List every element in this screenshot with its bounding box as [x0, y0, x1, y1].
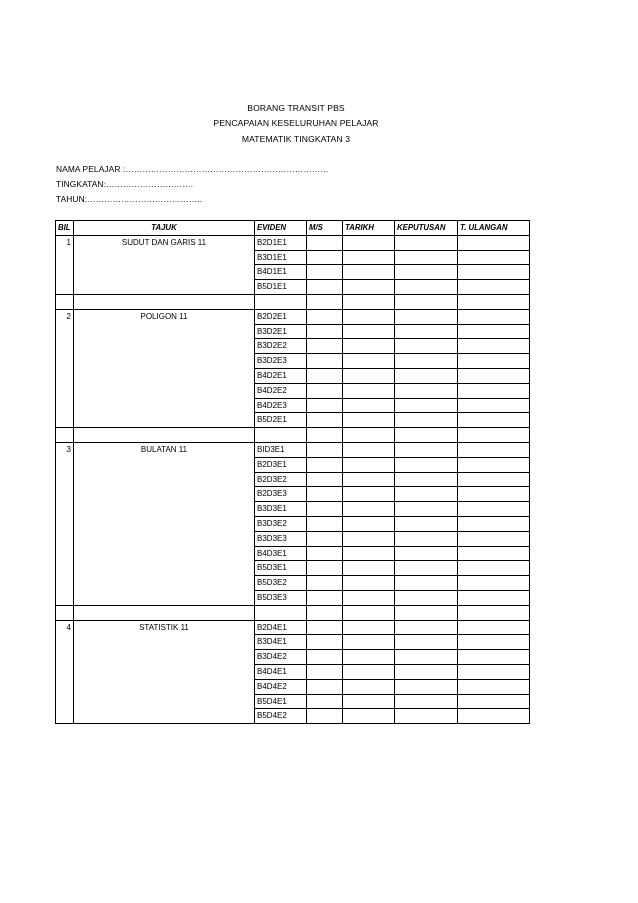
tarikh-cell[interactable] — [343, 250, 395, 265]
tarikh-cell[interactable] — [343, 620, 395, 635]
tarikh-cell[interactable] — [343, 235, 395, 250]
keputusan-cell[interactable] — [395, 531, 458, 546]
t-ulangan-cell[interactable] — [458, 709, 530, 724]
ms-cell[interactable] — [307, 546, 343, 561]
empty-cell — [307, 605, 343, 620]
ms-cell[interactable] — [307, 709, 343, 724]
bil-cell: 3 — [56, 442, 74, 605]
eviden-cell: B2D1E1 — [255, 235, 307, 250]
empty-cell — [255, 428, 307, 443]
ms-cell[interactable] — [307, 235, 343, 250]
t-ulangan-header: T. ULANGAN — [458, 221, 530, 236]
empty-cell — [74, 428, 255, 443]
nama-pelajar-field[interactable]: NAMA PELAJAR :……………………………………………………………… — [56, 164, 329, 174]
keputusan-cell[interactable] — [395, 309, 458, 324]
eviden-cell: B2D4E1 — [255, 620, 307, 635]
tarikh-cell[interactable] — [343, 546, 395, 561]
table-row — [56, 442, 530, 457]
tingkatan-field[interactable]: TINGKATAN:…………………………. — [56, 179, 194, 190]
tarikh-cell[interactable] — [343, 442, 395, 457]
ms-cell[interactable] — [307, 650, 343, 665]
form-heading — [0, 101, 592, 147]
tarikh-cell[interactable] — [343, 502, 395, 517]
table-body — [56, 235, 530, 723]
tajuk-header: TAJUK — [74, 221, 255, 236]
eviden-cell: BID3E1 — [255, 442, 307, 457]
empty-cell — [343, 428, 395, 443]
empty-cell — [307, 428, 343, 443]
ms-cell[interactable] — [307, 635, 343, 650]
empty-cell — [395, 428, 458, 443]
tarikh-cell[interactable] — [343, 324, 395, 339]
eviden-cell: B3D2E3 — [255, 354, 307, 369]
tahun-field[interactable]: TAHUN:………………………………….. — [56, 194, 203, 205]
eviden-cell: B5D1E1 — [255, 280, 307, 295]
empty-cell — [458, 294, 530, 309]
t-ulangan-cell[interactable] — [458, 472, 530, 487]
ms-cell[interactable] — [307, 664, 343, 679]
tarikh-cell[interactable] — [343, 516, 395, 531]
t-ulangan-cell[interactable] — [458, 309, 530, 324]
ms-cell[interactable] — [307, 516, 343, 531]
empty-cell — [74, 294, 255, 309]
tajuk-cell: STATISTIK 11 — [74, 620, 255, 724]
student-fields — [56, 162, 329, 208]
keputusan-cell[interactable] — [395, 398, 458, 413]
tarikh-cell[interactable] — [343, 590, 395, 605]
eviden-cell: B5D4E1 — [255, 694, 307, 709]
ms-cell[interactable] — [307, 309, 343, 324]
tarikh-header: TARIKH — [343, 221, 395, 236]
eviden-cell: B4D3E1 — [255, 546, 307, 561]
ms-cell[interactable] — [307, 472, 343, 487]
ms-cell[interactable] — [307, 679, 343, 694]
ms-cell[interactable] — [307, 280, 343, 295]
tarikh-cell[interactable] — [343, 398, 395, 413]
ms-cell[interactable] — [307, 398, 343, 413]
tarikh-cell[interactable] — [343, 309, 395, 324]
tarikh-cell[interactable] — [343, 457, 395, 472]
t-ulangan-cell[interactable] — [458, 546, 530, 561]
keputusan-header: KEPUTUSAN — [395, 221, 458, 236]
keputusan-cell[interactable] — [395, 324, 458, 339]
ms-cell[interactable] — [307, 368, 343, 383]
empty-cell — [343, 605, 395, 620]
eviden-cell: B4D2E3 — [255, 398, 307, 413]
tarikh-cell[interactable] — [343, 265, 395, 280]
tarikh-cell[interactable] — [343, 635, 395, 650]
ms-cell[interactable] — [307, 250, 343, 265]
eviden-cell: B2D3E2 — [255, 472, 307, 487]
ms-cell[interactable] — [307, 339, 343, 354]
t-ulangan-cell[interactable] — [458, 339, 530, 354]
ms-cell[interactable] — [307, 620, 343, 635]
tarikh-cell[interactable] — [343, 679, 395, 694]
tarikh-cell[interactable] — [343, 280, 395, 295]
tarikh-cell[interactable] — [343, 472, 395, 487]
tarikh-cell[interactable] — [343, 664, 395, 679]
keputusan-cell[interactable] — [395, 354, 458, 369]
bil-cell: 2 — [56, 309, 74, 427]
keputusan-cell[interactable] — [395, 368, 458, 383]
keputusan-cell[interactable] — [395, 620, 458, 635]
keputusan-cell[interactable] — [395, 546, 458, 561]
transit-table — [55, 220, 530, 724]
ms-cell[interactable] — [307, 265, 343, 280]
eviden-cell: B2D2E1 — [255, 309, 307, 324]
t-ulangan-cell[interactable] — [458, 650, 530, 665]
table-header-row — [56, 221, 530, 236]
t-ulangan-cell[interactable] — [458, 694, 530, 709]
eviden-cell: B3D4E1 — [255, 635, 307, 650]
t-ulangan-cell[interactable] — [458, 235, 530, 250]
keputusan-cell[interactable] — [395, 635, 458, 650]
eviden-cell: B5D3E2 — [255, 576, 307, 591]
keputusan-cell[interactable] — [395, 442, 458, 457]
t-ulangan-cell[interactable] — [458, 576, 530, 591]
t-ulangan-cell[interactable] — [458, 383, 530, 398]
eviden-cell: B4D2E1 — [255, 368, 307, 383]
ms-cell[interactable] — [307, 561, 343, 576]
keputusan-cell[interactable] — [395, 694, 458, 709]
t-ulangan-cell[interactable] — [458, 250, 530, 265]
t-ulangan-cell[interactable] — [458, 442, 530, 457]
empty-cell — [56, 428, 74, 443]
ms-cell[interactable] — [307, 576, 343, 591]
eviden-cell: B4D4E2 — [255, 679, 307, 694]
t-ulangan-cell[interactable] — [458, 620, 530, 635]
empty-cell — [343, 294, 395, 309]
eviden-cell: B3D2E1 — [255, 324, 307, 339]
eviden-cell: B5D3E1 — [255, 561, 307, 576]
t-ulangan-cell[interactable] — [458, 487, 530, 502]
ms-cell[interactable] — [307, 694, 343, 709]
t-ulangan-cell[interactable] — [458, 413, 530, 428]
t-ulangan-cell[interactable] — [458, 265, 530, 280]
ms-cell[interactable] — [307, 502, 343, 517]
ms-cell[interactable] — [307, 442, 343, 457]
spacer-row — [56, 294, 530, 309]
table-row — [56, 620, 530, 635]
keputusan-cell[interactable] — [395, 516, 458, 531]
eviden-cell: B3D1E1 — [255, 250, 307, 265]
tarikh-cell[interactable] — [343, 650, 395, 665]
tarikh-cell[interactable] — [343, 487, 395, 502]
tarikh-cell[interactable] — [343, 354, 395, 369]
t-ulangan-cell[interactable] — [458, 280, 530, 295]
form-title: BORANG TRANSIT PBS — [247, 103, 345, 113]
keputusan-cell[interactable] — [395, 679, 458, 694]
t-ulangan-cell[interactable] — [458, 516, 530, 531]
t-ulangan-cell[interactable] — [458, 354, 530, 369]
keputusan-cell[interactable] — [395, 383, 458, 398]
t-ulangan-cell[interactable] — [458, 664, 530, 679]
form-subject: MATEMATIK TINGKATAN 3 — [241, 133, 351, 144]
t-ulangan-cell[interactable] — [458, 398, 530, 413]
ms-cell[interactable] — [307, 590, 343, 605]
tarikh-cell[interactable] — [343, 368, 395, 383]
eviden-cell: B3D3E3 — [255, 531, 307, 546]
t-ulangan-cell[interactable] — [458, 635, 530, 650]
ms-cell[interactable] — [307, 324, 343, 339]
t-ulangan-cell[interactable] — [458, 457, 530, 472]
eviden-cell: B2D3E1 — [255, 457, 307, 472]
empty-cell — [395, 294, 458, 309]
empty-cell — [395, 605, 458, 620]
t-ulangan-cell[interactable] — [458, 531, 530, 546]
keputusan-cell[interactable] — [395, 235, 458, 250]
tarikh-cell[interactable] — [343, 339, 395, 354]
keputusan-cell[interactable] — [395, 265, 458, 280]
keputusan-cell[interactable] — [395, 664, 458, 679]
tajuk-cell: BULATAN 11 — [74, 442, 255, 605]
ms-header: M/S — [307, 221, 343, 236]
tarikh-cell[interactable] — [343, 413, 395, 428]
t-ulangan-cell[interactable] — [458, 368, 530, 383]
keputusan-cell[interactable] — [395, 250, 458, 265]
keputusan-cell[interactable] — [395, 280, 458, 295]
keputusan-cell[interactable] — [395, 650, 458, 665]
tarikh-cell[interactable] — [343, 694, 395, 709]
keputusan-cell[interactable] — [395, 487, 458, 502]
eviden-cell: B5D4E2 — [255, 709, 307, 724]
tarikh-cell[interactable] — [343, 709, 395, 724]
ms-cell[interactable] — [307, 413, 343, 428]
tarikh-cell[interactable] — [343, 383, 395, 398]
eviden-cell: B3D3E1 — [255, 502, 307, 517]
ms-cell[interactable] — [307, 457, 343, 472]
keputusan-cell[interactable] — [395, 339, 458, 354]
empty-cell — [307, 294, 343, 309]
t-ulangan-cell[interactable] — [458, 324, 530, 339]
eviden-cell: B3D3E2 — [255, 516, 307, 531]
keputusan-cell[interactable] — [395, 576, 458, 591]
spacer-row — [56, 605, 530, 620]
ms-cell[interactable] — [307, 487, 343, 502]
empty-cell — [458, 428, 530, 443]
t-ulangan-cell[interactable] — [458, 561, 530, 576]
bil-cell: 4 — [56, 620, 74, 724]
eviden-cell: B4D2E2 — [255, 383, 307, 398]
tajuk-cell: POLIGON 11 — [74, 309, 255, 427]
keputusan-cell[interactable] — [395, 561, 458, 576]
keputusan-cell[interactable] — [395, 472, 458, 487]
eviden-header: EVIDEN — [255, 221, 307, 236]
empty-cell — [56, 605, 74, 620]
eviden-cell: B3D4E2 — [255, 650, 307, 665]
tarikh-cell[interactable] — [343, 561, 395, 576]
keputusan-cell[interactable] — [395, 457, 458, 472]
keputusan-cell[interactable] — [395, 413, 458, 428]
empty-cell — [255, 294, 307, 309]
tarikh-cell[interactable] — [343, 576, 395, 591]
eviden-cell: B2D3E3 — [255, 487, 307, 502]
empty-cell — [56, 294, 74, 309]
spacer-row — [56, 428, 530, 443]
empty-cell — [255, 605, 307, 620]
eviden-cell: B5D2E1 — [255, 413, 307, 428]
eviden-cell: B4D4E1 — [255, 664, 307, 679]
keputusan-cell[interactable] — [395, 502, 458, 517]
keputusan-cell[interactable] — [395, 590, 458, 605]
eviden-cell: B5D3E3 — [255, 590, 307, 605]
ms-cell[interactable] — [307, 383, 343, 398]
t-ulangan-cell[interactable] — [458, 502, 530, 517]
keputusan-cell[interactable] — [395, 709, 458, 724]
tarikh-cell[interactable] — [343, 531, 395, 546]
ms-cell[interactable] — [307, 354, 343, 369]
table-row — [56, 235, 530, 250]
ms-cell[interactable] — [307, 531, 343, 546]
t-ulangan-cell[interactable] — [458, 590, 530, 605]
empty-cell — [458, 605, 530, 620]
tajuk-cell: SUDUT DAN GARIS 11 — [74, 235, 255, 294]
eviden-cell: B4D1E1 — [255, 265, 307, 280]
t-ulangan-cell[interactable] — [458, 679, 530, 694]
bil-cell: 1 — [56, 235, 74, 294]
table-row — [56, 309, 530, 324]
bil-header: BIL — [56, 221, 74, 236]
empty-cell — [74, 605, 255, 620]
eviden-cell: B3D2E2 — [255, 339, 307, 354]
form-subtitle: PENCAPAIAN KESELURUHAN PELAJAR — [213, 118, 379, 129]
